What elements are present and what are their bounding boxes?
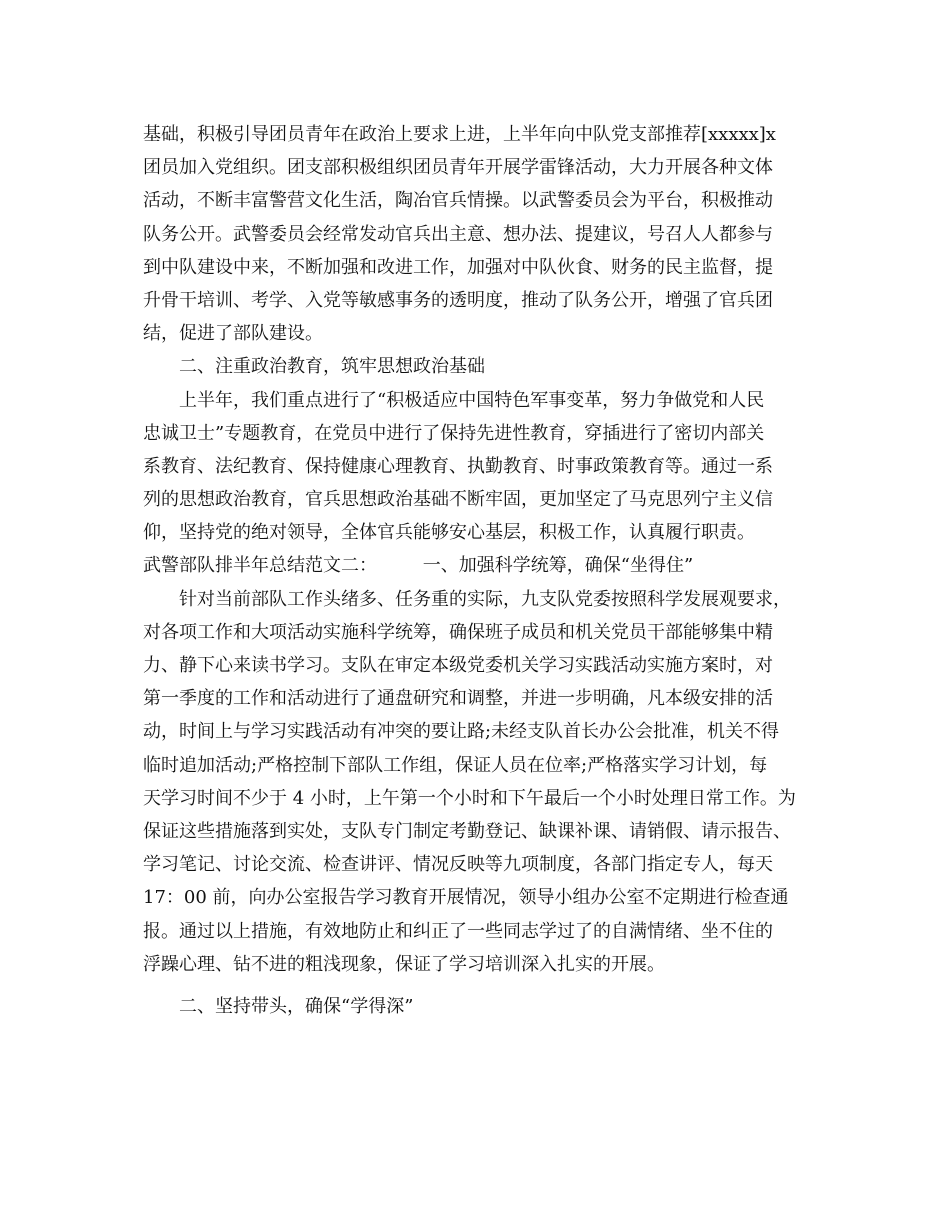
text-line: 活动，不断丰富警营文化生活，陶冶官兵情操。以武警委员会为平台，积极推动 — [143, 190, 773, 212]
text-line: 动，时间上与学习实践活动有冲突的要让路;未经支队首长办公会批准，机关不得 — [143, 721, 780, 743]
text-line: 基础，积极引导团员青年在政治上要求上进，上半年向中队党支部推荐[xxxxx]x — [143, 124, 776, 145]
text-line: 针对当前部队工作头绪多、任务重的实际，九支队党委按照科学发展观要求， — [179, 588, 791, 610]
text-line: 团员加入党组织。团支部积极组织团员青年开展学雷锋活动，大力开展各种文体 — [143, 157, 773, 179]
text-line: 系教育、法纪教育、保持健康心理教育、执勤教育、时事政策教育等。通过一系 — [143, 455, 773, 477]
text-line: 临时追加活动;严格控制下部队工作组，保证人员在位率;严格落实学习计划，每 — [143, 754, 768, 776]
text-line: 队务公开。武警委员会经常发动官兵出主意、想办法、提建议，号召人人都参与 — [143, 223, 773, 245]
text-line: 天学习时间不少于 4 小时，上午第一个小时和下午最后一个小时处理日常工作。为 — [143, 787, 796, 809]
text-line: 学习笔记、讨论交流、检查讲评、情况反映等九项制度，各部门指定专人，每天 — [143, 854, 773, 876]
text-line: 到中队建设中来，不断加强和改进工作，加强对中队伙食、财务的民主监督，提 — [143, 256, 773, 278]
text-line: 保证这些措施落到实处，支队专门制定考勤登记、缺课补课、请销假、请示报告、 — [143, 820, 791, 842]
text-line: 升骨干培训、考学、入党等敏感事务的透明度，推动了队务公开，增强了官兵团 — [143, 289, 773, 311]
text-line: 忠诚卫士”专题教育，在党员中进行了保持先进性教育，穿插进行了密切内部关 — [143, 422, 765, 444]
text-line: 结，促进了部队建设。 — [143, 323, 323, 345]
section-heading: 二、注重政治教育，筑牢思想政治基础 — [179, 356, 485, 378]
text-line: 17：00 前，向办公室报告学习教育开展情况，领导小组办公室不定期进行检查通 — [143, 887, 789, 909]
text-line: 第一季度的工作和活动进行了通盘研究和调整，并进一步明确，凡本级安排的活 — [143, 688, 773, 710]
text-line: 上半年，我们重点进行了“积极适应中国特色军事变革，努力争做党和人民 — [179, 389, 765, 411]
document-body — [143, 118, 808, 1023]
section-heading: 二、坚持带头，确保“学得深” — [179, 995, 414, 1017]
text-line: 列的思想政治教育，官兵思想政治基础不断牢固，更加坚定了马克思列宁主义信 — [143, 489, 773, 511]
text-line: 对各项工作和大项活动实施科学统筹，确保班子成员和机关党员干部能够集中精 — [143, 621, 773, 643]
section-heading: 武警部队排半年总结范文二： 一、加强科学统筹，确保“坐得住” — [143, 555, 694, 577]
text-line: 力、静下心来读书学习。支队在审定本级党委机关学习实践活动实施方案时，对 — [143, 655, 773, 676]
text-line: 仰，坚持党的绝对领导，全体官兵能够安心基层，积极工作，认真履行职责。 — [143, 522, 755, 544]
text-line: 浮躁心理、钻不进的粗浅现象，保证了学习培训深入扎实的开展。 — [143, 953, 665, 975]
text-line: 报。通过以上措施，有效地防止和纠正了一些同志学过了的自满情绪、坐不住的 — [143, 920, 773, 942]
